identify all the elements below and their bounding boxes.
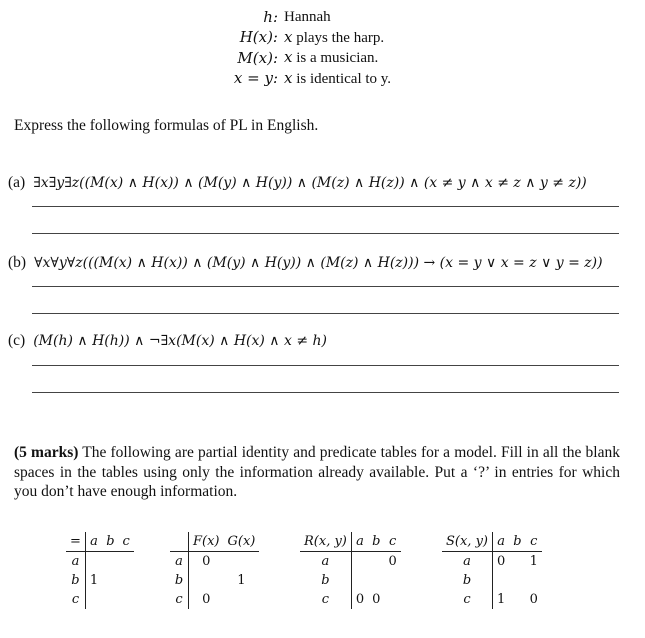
instruction: Express the following formulas of PL in English. — [14, 117, 319, 134]
item-formula: (M(h) ∧ H(h)) ∧ ¬∃x(M(x) ∧ H(x) ∧ x ≠ h) — [33, 333, 328, 349]
row-label: c — [300, 590, 351, 609]
table-cell[interactable]: 1 — [89, 573, 99, 588]
item-c — [8, 332, 327, 350]
item-label: (c) — [8, 332, 26, 349]
table-cell[interactable]: 0 — [497, 554, 506, 569]
row-label: b — [170, 571, 189, 590]
table-cell[interactable]: 0 — [372, 592, 381, 607]
table-header: R(x, y) — [300, 532, 351, 552]
table-header: c — [526, 532, 542, 552]
table-row — [300, 552, 401, 572]
item-formula: ∀x∀y∀z(((M(x) ∧ H(x)) ∧ (M(y) ∧ H(y)) ∧ (M(z) ∧ H(z))) → (x = y ∨ x = z ∨ y = z)) — [34, 255, 603, 271]
table-cell[interactable]: 0 — [202, 592, 211, 607]
table-cell[interactable]: 0 — [388, 554, 397, 569]
item-a — [8, 174, 587, 192]
table-header: S(x, y) — [442, 532, 493, 552]
table-row — [170, 552, 259, 572]
table-cell[interactable] — [85, 552, 102, 572]
table-header: b — [102, 532, 118, 552]
glossary-row — [200, 28, 391, 49]
glossary-text: is identical to y. — [296, 70, 392, 87]
row-label: a — [66, 552, 85, 572]
table-cell[interactable] — [493, 571, 510, 590]
glossary-var: x — [284, 68, 293, 87]
row-label: a — [170, 552, 189, 572]
table-header: a — [85, 532, 102, 552]
table-row — [300, 590, 401, 609]
answer-line[interactable] — [32, 365, 619, 366]
glossary-meaning — [284, 48, 391, 69]
table-cell[interactable] — [189, 571, 224, 590]
glossary-text: plays the harp. — [296, 29, 385, 46]
table-cell[interactable] — [85, 590, 102, 609]
table-row — [66, 590, 134, 609]
table-cell[interactable] — [102, 552, 118, 572]
answer-line[interactable] — [32, 392, 619, 393]
question-text: The following are partial identity and predicate tables for a model. Fill in all the blank spaces in the tables using only the information already available. Put a ‘?’ in entries for which you don’t have enough information. — [14, 444, 620, 500]
table-cell[interactable] — [119, 571, 134, 590]
item-label: (b) — [8, 254, 27, 271]
table-header: b — [368, 532, 384, 552]
row-label: b — [66, 571, 85, 590]
table-header: = — [66, 532, 85, 552]
relation-s-table — [442, 532, 542, 609]
answer-line[interactable] — [32, 233, 619, 234]
table-cell[interactable] — [119, 552, 134, 572]
glossary-meaning: Hannah — [284, 9, 331, 25]
table-header: G(x) — [224, 532, 260, 552]
row-label: a — [442, 552, 493, 572]
table-cell[interactable] — [368, 571, 384, 590]
table-cell[interactable] — [102, 590, 118, 609]
table-header: c — [384, 532, 400, 552]
item-label: (a) — [8, 174, 26, 191]
answer-line[interactable] — [32, 286, 619, 287]
row-label: b — [442, 571, 493, 590]
table-cell[interactable] — [224, 552, 260, 572]
marks-label: (5 marks) — [14, 444, 79, 461]
table-row — [170, 590, 259, 609]
table-cell[interactable] — [224, 590, 260, 609]
table-cell[interactable] — [351, 552, 368, 572]
table-cell[interactable] — [102, 571, 118, 590]
row-label: a — [300, 552, 351, 572]
row-label: c — [170, 590, 189, 609]
table-row — [442, 552, 542, 572]
question-paragraph — [14, 443, 620, 502]
glossary-meaning — [284, 69, 391, 90]
table-cell[interactable] — [351, 571, 368, 590]
glossary-symbol: x = y: — [233, 69, 278, 87]
table-cell[interactable]: 1 — [529, 554, 538, 569]
row-label: c — [66, 590, 85, 609]
table-cell[interactable]: 1 — [497, 592, 506, 607]
glossary-symbol: M(x): — [237, 48, 278, 67]
answer-line[interactable] — [32, 206, 619, 207]
relation-r-table — [300, 532, 401, 609]
table-cell[interactable] — [509, 552, 525, 572]
table-cell[interactable] — [526, 571, 542, 590]
table-cell[interactable] — [384, 571, 400, 590]
identity-table — [66, 532, 134, 609]
table-row — [170, 571, 259, 590]
row-label: c — [442, 590, 493, 609]
table-header: a — [351, 532, 368, 552]
glossary-symbol: H(x): — [239, 28, 278, 46]
answer-line[interactable] — [32, 313, 619, 314]
table-header: F(x) — [189, 532, 224, 552]
table-cell[interactable] — [509, 571, 525, 590]
table-cell[interactable] — [384, 590, 400, 609]
table-cell[interactable]: 1 — [237, 573, 246, 588]
glossary-meaning — [284, 28, 391, 49]
table-row — [442, 590, 542, 609]
row-label: b — [300, 571, 351, 590]
table-cell[interactable]: 0 — [529, 592, 538, 607]
table-header: b — [509, 532, 525, 552]
glossary-row — [200, 69, 391, 90]
glossary-row — [200, 8, 391, 28]
predicate-table — [170, 532, 259, 609]
table-header: a — [493, 532, 510, 552]
table-cell[interactable] — [119, 590, 134, 609]
table-cell[interactable] — [368, 552, 384, 572]
table-header: c — [119, 532, 134, 552]
table-cell[interactable]: 0 — [202, 554, 211, 569]
glossary — [200, 8, 391, 89]
table-cell[interactable] — [509, 590, 525, 609]
glossary-symbol: h: — [263, 8, 278, 26]
item-b — [8, 254, 603, 272]
table-cell[interactable]: 0 — [355, 592, 365, 607]
table-row — [442, 571, 542, 590]
glossary-text: is a musician. — [296, 50, 379, 66]
table-row — [66, 571, 134, 590]
item-formula: ∃x∃y∃z((M(x) ∧ H(x)) ∧ (M(y) ∧ H(y)) ∧ (M(z) ∧ H(z)) ∧ (x ≠ y ∧ x ≠ z ∧ y ≠ z)) — [33, 175, 587, 191]
glossary-var: x — [284, 48, 293, 66]
glossary-var: x — [284, 27, 293, 46]
glossary-row — [200, 48, 391, 69]
table-row — [66, 552, 134, 572]
table-header — [170, 532, 189, 552]
table-row — [300, 571, 401, 590]
